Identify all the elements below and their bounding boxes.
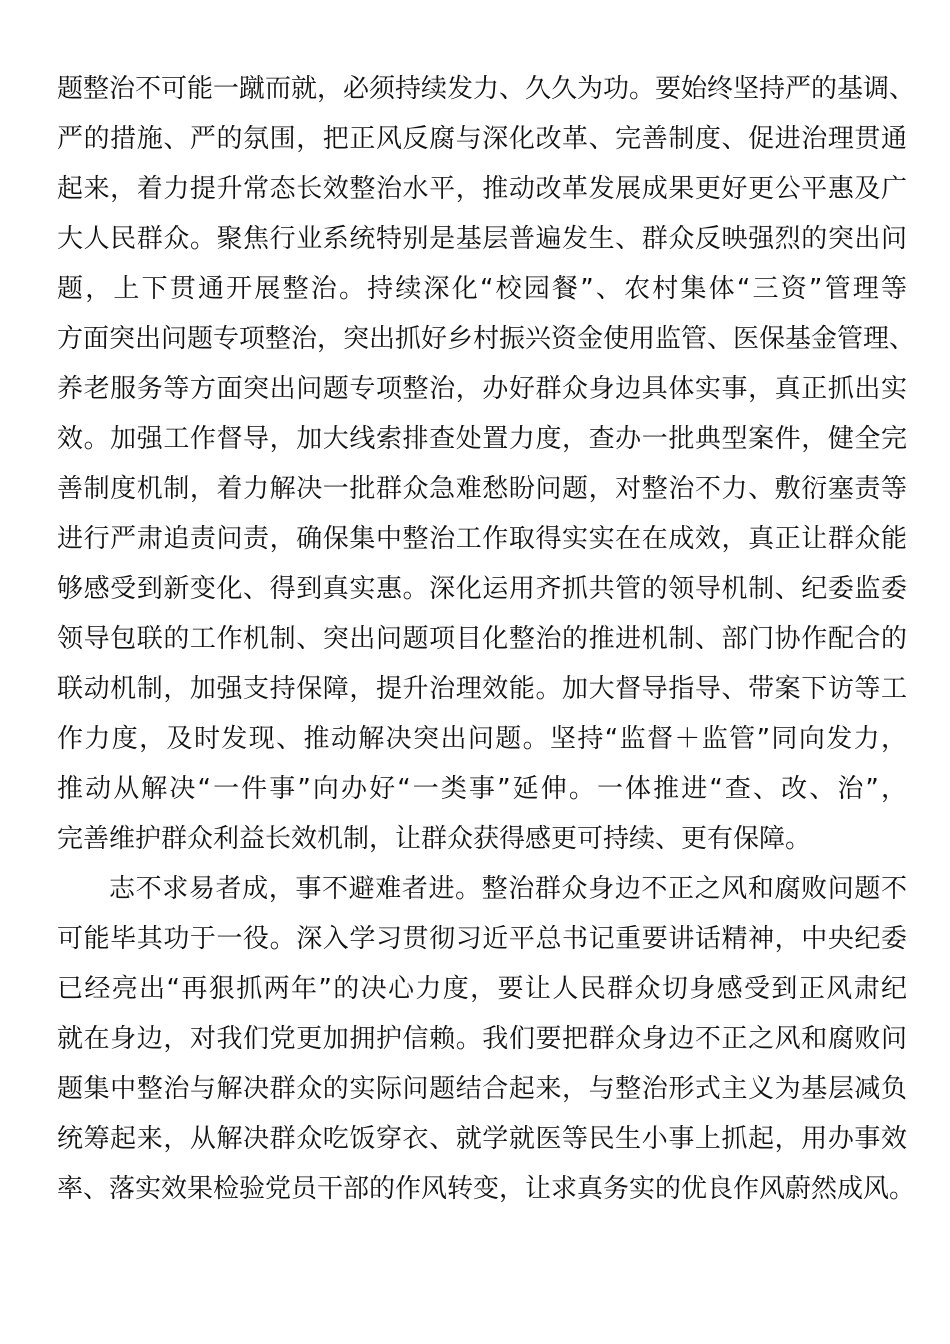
paragraph-line: 题整治不可能一蹴而就，必须持续发力、久久为功。要始终坚持严的基调、 (57, 74, 916, 104)
paragraph-line: 方面突出问题专项整治，突出抓好乡村振兴资金使用监管、医保基金管理、 (57, 324, 916, 354)
paragraph-line: 联动机制，加强支持保障，提升治理效能。加大督导指导、带案下访等工 (57, 674, 907, 704)
paragraph-line: 已经亮出“再狠抓两年”的决心力度，要让人民群众切身感受到正风肃纪 (57, 974, 907, 1004)
paragraph-line: 起来，着力提升常态长效整治水平，推动改革发展成果更好更公平惠及广 (57, 174, 907, 204)
paragraph-line: 效。加强工作督导，加大线索排查处置力度，查办一批典型案件，健全完 (57, 424, 907, 454)
document-body (57, 64, 916, 1214)
paragraph-line: 领导包联的工作机制、突出问题项目化整治的推进机制、部门协作配合的 (57, 624, 907, 654)
paragraph-line: 推动从解决“一件事”向办好“一类事”延伸。一体推进“查、改、治”， (57, 774, 907, 804)
paragraph-1 (57, 64, 916, 864)
paragraph-line: 志不求易者成，事不避难者进。整治群众身边不正之风和腐败问题不 (109, 874, 907, 904)
paragraph-line: 进行严肃追责问责，确保集中整治工作取得实实在在成效，真正让群众能 (57, 524, 907, 554)
paragraph-line: 善制度机制，着力解决一批群众急难愁盼问题，对整治不力、敷衍塞责等 (57, 474, 907, 504)
paragraph-line: 养老服务等方面突出问题专项整治，办好群众身边具体实事，真正抓出实 (57, 374, 907, 404)
paragraph-line: 大人民群众。聚焦行业系统特别是基层普遍发生、群众反映强烈的突出问 (57, 224, 907, 254)
paragraph-2 (57, 864, 916, 1214)
paragraph-line: 统筹起来，从解决群众吃饭穿衣、就学就医等民生小事上抓起，用办事效 (57, 1124, 907, 1154)
paragraph-line: 严的措施、严的氛围，把正风反腐与深化改革、完善制度、促进治理贯通 (57, 124, 907, 154)
paragraph-line: 够感受到新变化、得到真实惠。深化运用齐抓共管的领导机制、纪委监委 (57, 574, 907, 604)
paragraph-line: 题集中整治与解决群众的实际问题结合起来，与整治形式主义为基层减负 (57, 1074, 907, 1104)
paragraph-line: 就在身边，对我们党更加拥护信赖。我们要把群众身边不正之风和腐败问 (57, 1024, 907, 1054)
paragraph-line: 率、落实效果检验党员干部的作风转变，让求真务实的优良作风蔚然成风。 (57, 1174, 916, 1204)
paragraph-line: 完善维护群众利益长效机制，让群众获得感更可持续、更有保障。 (57, 824, 812, 854)
paragraph-line: 题，上下贯通开展整治。持续深化“校园餐”、农村集体“三资”管理等 (57, 274, 907, 304)
paragraph-line: 作力度，及时发现、推动解决突出问题。坚持“监督＋监管”同向发力， (57, 724, 907, 754)
paragraph-line: 可能毕其功于一役。深入学习贯彻习近平总书记重要讲话精神，中央纪委 (57, 924, 907, 954)
